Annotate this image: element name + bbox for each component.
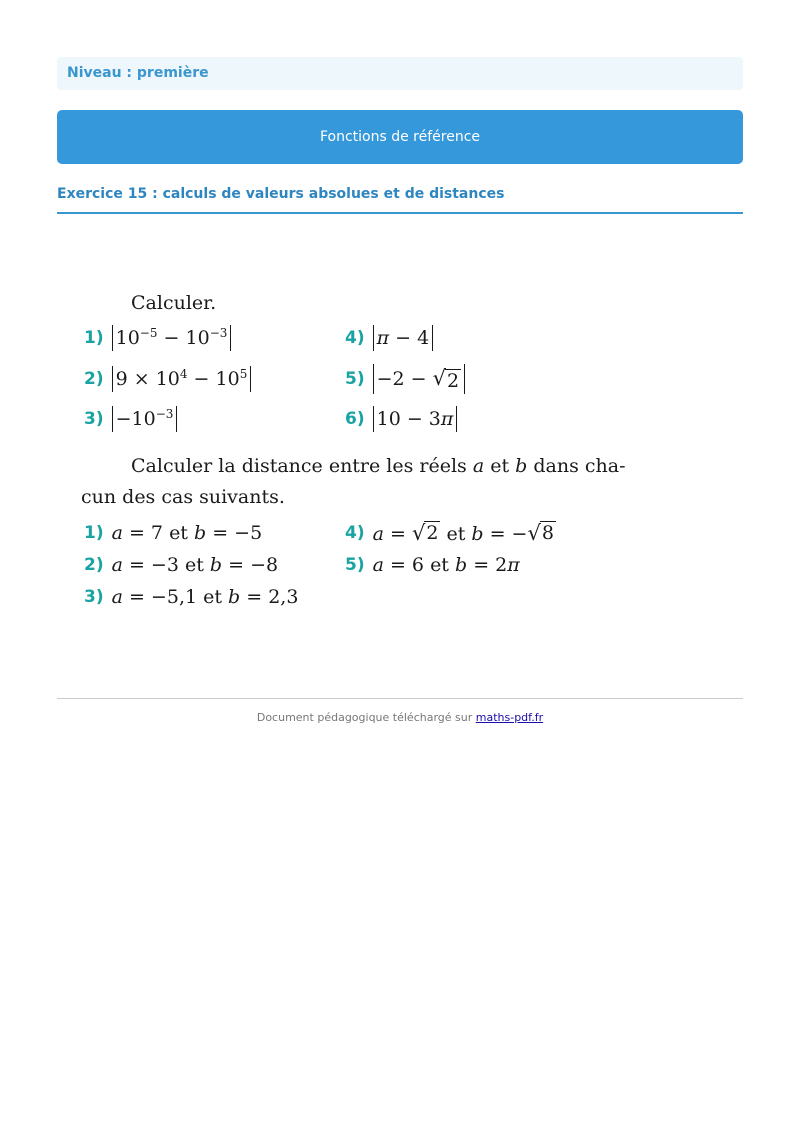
chapter-banner: Fonctions de référence <box>57 110 743 164</box>
part1-item-3 <box>84 399 177 439</box>
math-expression: $-10^{-3}$ <box>112 406 178 433</box>
math-expression: −2 − √ 2 <box>373 364 466 393</box>
item-number: 5) <box>345 555 365 575</box>
exercise-title: Exercice 15 : calculs de valeurs absolues et de distances <box>57 186 505 202</box>
part1-item-1 <box>84 318 231 358</box>
footer <box>0 711 800 724</box>
math-expression: a = 7 et b = −5 <box>111 522 263 544</box>
part1-item-2 <box>84 359 251 399</box>
item-number: 2) <box>84 369 104 389</box>
item-number: 4) <box>345 328 365 348</box>
item-number: 3) <box>84 587 104 607</box>
math-expression: 10 − 3π <box>373 406 458 433</box>
part2-prompt-line1: Calculer la distance entre les réels a et b dans cha- <box>131 455 626 477</box>
math-expression: $9 \times 10^4 - 10^5$ <box>112 366 252 393</box>
item-number: 4) <box>345 523 365 543</box>
math-expression: a = 6 et b = 2π <box>372 554 520 576</box>
footer-text: Document pédagogique téléchargé sur <box>256 711 476 724</box>
item-number: 6) <box>345 409 365 429</box>
part2-item-3 <box>84 577 298 617</box>
part1-item-5 <box>345 359 465 399</box>
math-expression: a = −5,1 et b = 2,3 <box>111 586 299 608</box>
part1-prompt: Calculer. <box>131 292 217 314</box>
part2-prompt-line2: cun des cas suivants. <box>81 486 285 508</box>
footer-link[interactable]: maths-pdf.fr <box>475 711 544 724</box>
item-number: 1) <box>84 523 104 543</box>
footer-divider <box>57 698 743 699</box>
part1-item-6 <box>345 399 457 439</box>
math-expression: a = √ 2 et b = − √ 8 <box>372 521 554 545</box>
item-number: 1) <box>84 328 104 348</box>
math-expression: $10^{-5} - 10^{-3}$ <box>112 325 232 352</box>
math-expression: π − 4 <box>373 325 434 352</box>
math-expression: a = −3 et b = −8 <box>111 554 279 576</box>
item-number: 3) <box>84 409 104 429</box>
item-number: 2) <box>84 555 104 575</box>
item-number: 5) <box>345 369 365 389</box>
part1-item-4 <box>345 318 433 358</box>
level-label: Niveau : première <box>57 57 743 90</box>
part2-item-5 <box>345 545 520 585</box>
